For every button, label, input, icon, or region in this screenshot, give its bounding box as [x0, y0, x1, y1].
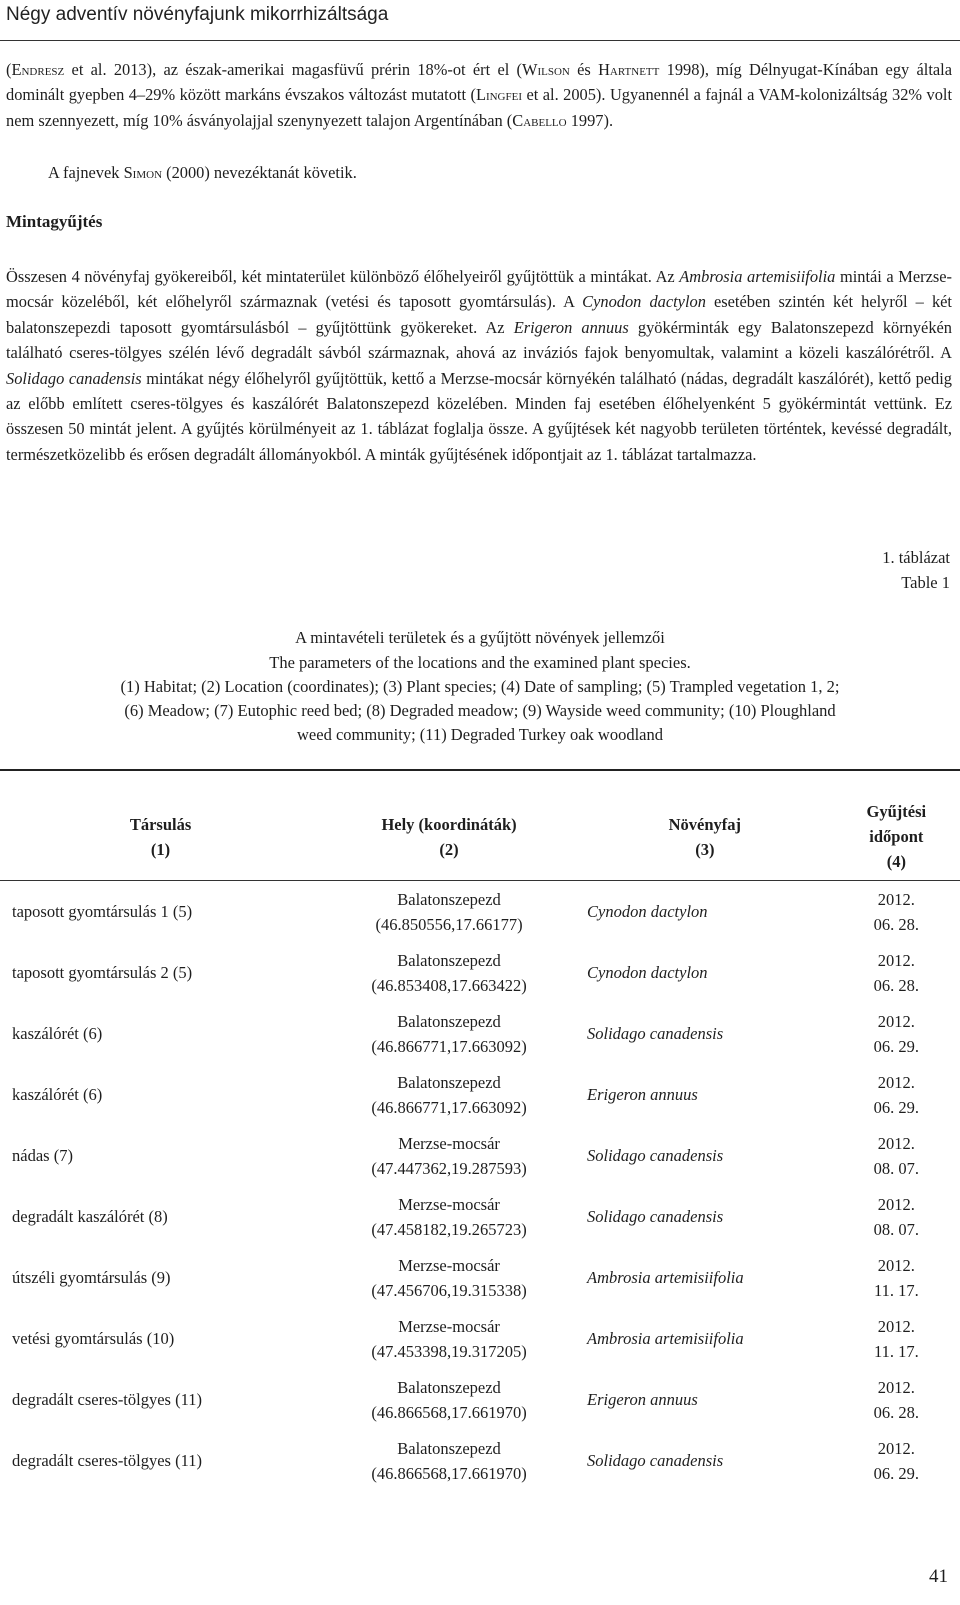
table-row	[0, 1247, 960, 1308]
cell-habitat: taposott gyomtársulás 2 (5)	[12, 963, 193, 982]
author-lingfei: Lingfei	[475, 85, 523, 105]
methods-paragraph: Összesen 4 növényfaj gyökereiből, két mintaterület különböző élőhelyeiről gyűjtöttük a mintákat. Az Ambrosia artemisiifolia mintái a Merzse-mocsár közeléből, két előhelyről származnak (vetési és taposott gyomtársulás). A Cynodon dactylon esetében szintén két helyről – két balatonszepezdi taposott gyomtársulásból – gyűjtöttünk gyökereket. Az Erigeron annuus gyökérminták egy Balatonszepezd környékén található cseres-tölgyes szélén lévő degradált sávból származnak, ahová az inváziós fajok benyomultak, valamint a közeli kaszálórétről. A Solidago canadensis mintákat négy élőhelyről gyűjtöttük, kettő a Merzse-mocsár környékén található (nádas, degradált kaszálórét), kettő pedig az előbb említett cseres-tölgyes és kaszálórét Balatonszepezd közelében. Minden faj esetében élőhelyenként 5 gyökérmintát vettünk. Ez összesen 50 mintát jelent. A gyűjtés körülményeit az 1. táblázat foglalja össze. A gyűjtések két nagyobb területen történtek, kevéssé degradált, természetközelibb és erősen degradált állományokból. A minták gyűjtésének időpontjait az 1. táblázat tartalmazza.	[6, 267, 953, 464]
table-row	[0, 1125, 960, 1186]
cell-date	[833, 1247, 960, 1308]
cell-species: Solidago canadensis	[587, 1451, 724, 1470]
cell-habitat: degradált cseres-tölgyes (11)	[12, 1451, 202, 1470]
caption-legend-2: (6) Meadow; (7) Eutophic reed bed; (8) Degraded meadow; (9) Wayside weed community; (10) Ploughland	[124, 701, 836, 720]
header-species: Növényfaj (3)	[668, 814, 742, 859]
cell-place: Merzse-mocsár	[398, 1316, 500, 1336]
cell-coordinates: (46.866568,17.661970)	[371, 1463, 527, 1483]
cell-year: 2012.	[877, 1072, 915, 1092]
running-head: Négy adventív növényfajunk mikorrhizáltsága	[6, 4, 389, 25]
cell-species: Ambrosia artemisiifolia	[587, 1268, 744, 1287]
author-simon: Simon	[123, 163, 163, 182]
cell-place: Merzse-mocsár	[398, 1194, 500, 1214]
cell-coordinates: (47.453398,19.317205)	[371, 1341, 527, 1361]
cell-species: Erigeron annuus	[587, 1390, 698, 1409]
cell-location	[321, 1247, 577, 1308]
cell-day: 11. 17.	[873, 1341, 919, 1361]
species-ambrosia: Ambrosia artemisiifolia	[679, 267, 836, 286]
cell-date	[833, 881, 960, 943]
sampling-table	[0, 797, 960, 1491]
cell-day: 08. 07.	[873, 1219, 920, 1239]
table-row	[0, 1369, 960, 1430]
cell-year: 2012.	[877, 1316, 915, 1336]
cell-place: Balatonszepezd	[397, 1438, 501, 1458]
cell-date	[833, 1308, 960, 1369]
cell-year: 2012.	[877, 1011, 915, 1031]
cell-place: Merzse-mocsár	[398, 1133, 500, 1153]
author-endresz: Endresz	[11, 60, 65, 79]
table-row	[0, 1308, 960, 1369]
cell-habitat: kaszálórét (6)	[12, 1085, 103, 1104]
caption-legend-1: (1) Habitat; (2) Location (coordinates); (3) Plant species; (4) Date of sampling; (5) Trampled vegetation 1, 2;	[120, 677, 840, 696]
cell-habitat: degradált cseres-tölgyes (11)	[12, 1390, 202, 1409]
cell-year: 2012.	[877, 950, 915, 970]
cell-day: 11. 17.	[873, 1280, 919, 1300]
cell-habitat: vetési gyomtársulás (10)	[12, 1329, 175, 1348]
cell-location	[321, 1369, 577, 1430]
species-cynodon: Cynodon dactylon	[582, 292, 706, 312]
cell-day: 08. 07.	[873, 1158, 920, 1178]
cell-habitat: taposott gyomtársulás 1 (5)	[12, 902, 193, 921]
cell-day: 06. 29.	[873, 1097, 920, 1117]
cell-day: 06. 29.	[873, 1036, 920, 1056]
cell-year: 2012.	[877, 1133, 915, 1153]
table-row	[0, 1064, 960, 1125]
cell-species: Solidago canadensis	[587, 1024, 724, 1043]
cell-location	[321, 942, 577, 1003]
cell-year: 2012.	[877, 1377, 915, 1397]
cell-location	[321, 881, 577, 943]
cell-date	[833, 1003, 960, 1064]
table-top-rule	[0, 769, 960, 771]
intro-paragraph: (Endresz et al. 2013), az észak-amerikai magasfüvű prérin 18%-ot ért el (Wilson és Hartnett 1998), míg Délnyugat-Kínában egy általa dominált gyepben 4–29% között markáns évszakos változást mutatott (Lingfei et al. 2005). Ugyanennél a fajnál a VAM-kolonizáltság 32% volt nem szennyezett, míg 10% ásványolajjal szenynyezett talajon Argentínában (Cabello 1997).	[6, 60, 952, 130]
cell-place: Balatonszepezd	[397, 1072, 501, 1092]
cell-date	[833, 1064, 960, 1125]
caption-title-hu: A mintavételi területek és a gyűjtött növények jellemzői	[295, 628, 665, 647]
cell-species: Ambrosia artemisiifolia	[587, 1329, 744, 1348]
table-row	[0, 1186, 960, 1247]
species-solidago: Solidago canadensis	[6, 368, 142, 388]
table-row	[0, 1430, 960, 1491]
cell-habitat: útszéli gyomtársulás (9)	[12, 1268, 171, 1287]
table-header-row	[0, 797, 960, 881]
cell-coordinates: (46.866771,17.663092)	[371, 1036, 527, 1056]
cell-place: Balatonszepezd	[397, 1377, 501, 1397]
author-wilson: Wilson	[522, 60, 570, 79]
table-row	[0, 942, 960, 1003]
cell-year: 2012.	[877, 1438, 915, 1458]
cell-date	[833, 1369, 960, 1430]
cell-date	[833, 1430, 960, 1491]
author-hartnett: Hartnett	[598, 60, 660, 79]
table-row	[0, 1003, 960, 1064]
cell-species: Solidago canadensis	[587, 1146, 724, 1165]
header-rule	[0, 40, 960, 41]
cell-place: Merzse-mocsár	[398, 1255, 500, 1275]
header-date: Gyűjtési időpont (4)	[866, 802, 927, 871]
cell-coordinates: (46.850556,17.66177)	[375, 914, 523, 934]
table-label-en: Table 1	[901, 573, 950, 592]
cell-year: 2012.	[877, 889, 915, 909]
header-location: Hely (koordináták) (2)	[381, 814, 517, 859]
cell-coordinates: (47.447362,19.287593)	[371, 1158, 527, 1178]
cell-location	[321, 1125, 577, 1186]
cell-coordinates: (47.458182,19.265723)	[371, 1219, 527, 1239]
cell-location	[321, 1430, 577, 1491]
table-row	[0, 881, 960, 943]
cell-day: 06. 29.	[873, 1463, 920, 1483]
cell-place: Balatonszepezd	[397, 1011, 501, 1031]
author-cabello: Cabello	[512, 110, 567, 130]
cell-habitat: nádas (7)	[12, 1146, 73, 1165]
cell-date	[833, 1186, 960, 1247]
caption-legend-3: weed community; (11) Degraded Turkey oak woodland	[297, 725, 663, 744]
cell-date	[833, 1125, 960, 1186]
cell-species: Cynodon dactylon	[587, 902, 708, 921]
cell-location	[321, 1003, 577, 1064]
section-heading: Mintagyűjtés	[6, 212, 103, 231]
cell-species: Cynodon dactylon	[587, 963, 708, 982]
cell-coordinates: (46.866771,17.663092)	[371, 1097, 527, 1117]
cell-year: 2012.	[877, 1255, 915, 1275]
cell-coordinates: (47.456706,19.315338)	[371, 1280, 527, 1300]
cell-day: 06. 28.	[873, 1402, 920, 1422]
cell-species: Erigeron annuus	[587, 1085, 698, 1104]
nomenclature-paragraph: A fajnevek Simon (2000) nevezéktanát követik.	[48, 163, 357, 182]
cell-location	[321, 1064, 577, 1125]
cell-place: Balatonszepezd	[397, 950, 501, 970]
cell-location	[321, 1186, 577, 1247]
page-number: 41	[929, 1566, 948, 1587]
cell-coordinates: (46.866568,17.661970)	[371, 1402, 527, 1422]
cell-date	[833, 942, 960, 1003]
cell-place: Balatonszepezd	[397, 889, 501, 909]
species-erigeron: Erigeron annuus	[513, 317, 629, 337]
cell-habitat: kaszálórét (6)	[12, 1024, 103, 1043]
table-label-hu: 1. táblázat	[882, 548, 950, 567]
cell-species: Solidago canadensis	[587, 1207, 724, 1226]
header-habitat: Társulás (1)	[129, 814, 192, 859]
caption-title-en: The parameters of the locations and the examined plant species.	[269, 653, 691, 672]
cell-location	[321, 1308, 577, 1369]
cell-year: 2012.	[877, 1194, 915, 1214]
cell-habitat: degradált kaszálórét (8)	[12, 1207, 168, 1226]
cell-day: 06. 28.	[873, 975, 920, 995]
cell-coordinates: (46.853408,17.663422)	[371, 975, 527, 995]
cell-day: 06. 28.	[873, 914, 920, 934]
